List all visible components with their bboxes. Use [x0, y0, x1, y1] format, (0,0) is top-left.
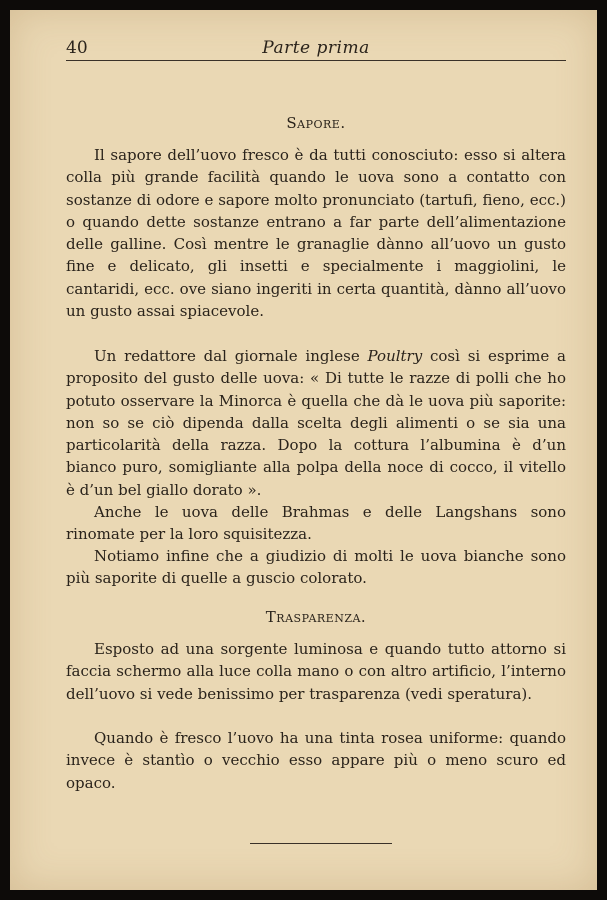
- journal-name: Poultry: [367, 347, 423, 365]
- page-number: 40: [66, 38, 88, 58]
- closing-rule: [250, 843, 392, 844]
- paragraph-text: Un redattore dal giornale inglese: [94, 347, 368, 365]
- paragraph: [66, 345, 566, 501]
- section-heading-trasparenza: Trasparenza.: [265, 608, 367, 626]
- paragraph-text: così si esprime a proposito del gusto delle uova: « Di tutte le razze di polli che ho potuto osservare la Minorca è quella che dà le uova più saporite: non so se ciò dipenda dalla scelta degli alimenti o se sia una particolarità della razza. Dopo la cottura l’albumina è d’un bianco puro, somigliante alla polpa della noce di cocco, il vitello è d’un bel giallo dorato ».: [66, 347, 566, 499]
- paragraph: Anche le uova delle Brahmas e delle Langshans sono rinomate per la loro squisitezza.: [66, 503, 566, 544]
- paragraph: Notiamo infine che a giudizio di molti le uova bianche sono più saporite di quelle a guscio colorato.: [66, 547, 566, 588]
- page-header: [66, 32, 566, 58]
- paragraph: Quando è fresco l’uovo ha una tinta rosea uniforme: quando invece è stantìo o vecchio esso appare più o meno scuro ed opaco.: [66, 729, 566, 792]
- paragraph: Esposto ad una sorgente luminosa e quando tutto attorno si faccia schermo alla luce colla mano o con altro artificio, l’interno dell’uovo si vede benissimo per trasparenza (vedi speratura).: [66, 640, 566, 703]
- header-rule: [66, 60, 566, 61]
- book-page: [10, 10, 597, 890]
- paragraph: Il sapore dell’uovo fresco è da tutti conosciuto: esso si altera colla più grande facilità quando le uova sono a contatto con sostanze di odore e sapore molto pronunciato (tartufi, fieno, ecc.) o quando dette sostanze entrano a far parte dell’alimentazione delle galline. Così mentre le granaglie dànno all’uovo un gusto fine e delicato, gli insetti e specialmente i maggiolini, le cantaridi, ecc. ove siano ingeriti in certa quantità, dànno all’uovo un gusto assai spiacevole.: [66, 146, 566, 321]
- running-title: Parte prima: [262, 38, 370, 58]
- section-heading-sapore: Sapore.: [286, 114, 346, 132]
